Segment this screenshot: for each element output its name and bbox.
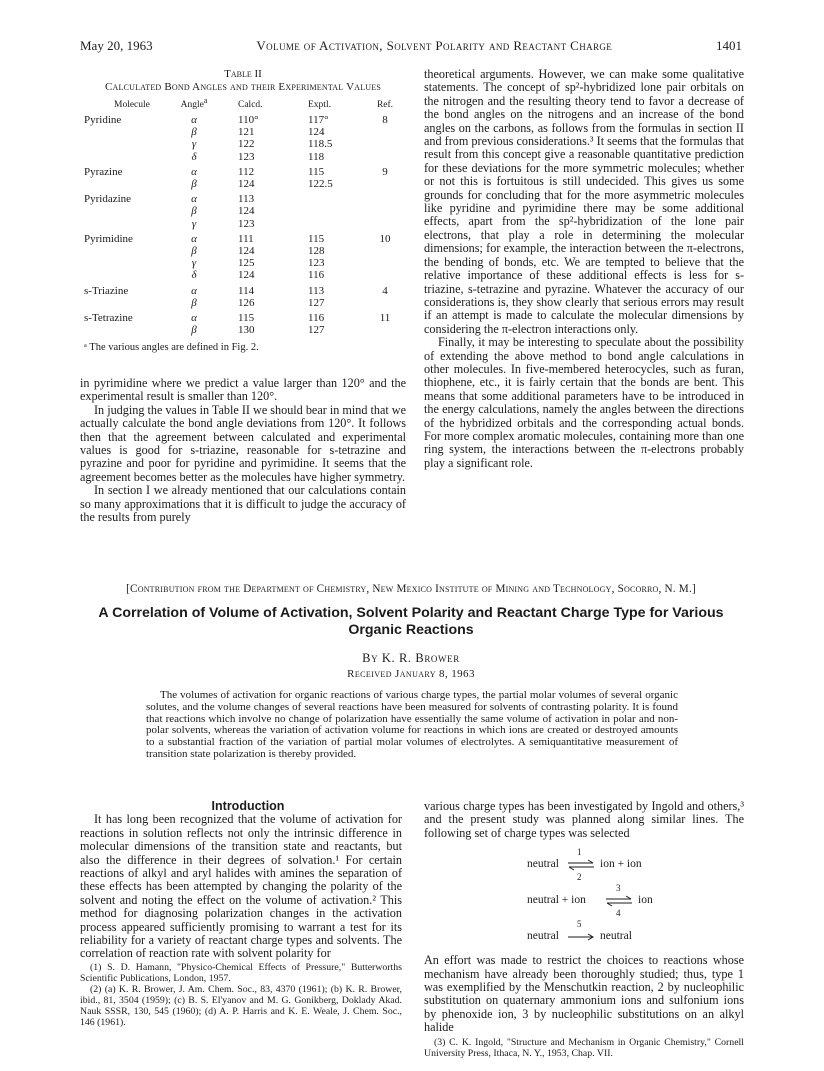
right-paragraph-2: Finally, it may be interesting to speculate about the possibility of extending the above method to bond angle calculations in other molecules. In five-membered heterocycles, such as furan, thiophene, etc., it is fairly certain that the bonds are bent. This means that some additional parameters have to be introduced in the energy calculations, namely the angles between the directions of the hybridized orbitals and the corresponding actual bonds. For more complex aromatic molecules, containing more than one ring system, the interactions between the π-electrons probably play a significant role. [424, 335, 744, 470]
cell-ref: 4 [382, 284, 388, 297]
left-paragraph-2: In judging the values in Table II we should bear in mind that we actually calculate the bond angle deviations from 120°. It follows then that the agreement between calculated and experimental values is good for s-triazine, reasonable for s-tetrazine and pyrazine and poor for pyridine and pyrimidine. It seems that the agreement becomes better as the molecules have higher symmetry. [80, 402, 407, 484]
equilibrium-arrow-icon [605, 895, 633, 907]
cell-ref [364, 297, 406, 309]
cell-calcd: 115 [238, 312, 255, 325]
cell-angle: β [191, 178, 197, 191]
cell-exptl: 127 [308, 324, 325, 337]
received-date: Received January 8, 1963 [347, 668, 475, 680]
cell-angle: α [191, 284, 197, 297]
cell-angle: δ [191, 150, 197, 163]
cell-calcd: 125 [238, 257, 255, 270]
charge-type-scheme [424, 844, 744, 948]
cell-angle: α [191, 232, 197, 245]
scheme-r1-top: 1 [577, 847, 582, 858]
cell-angle: β [191, 205, 197, 218]
cell-exptl: 116 [308, 269, 325, 282]
cell-exptl [294, 190, 364, 205]
cell-angle: β [191, 324, 197, 337]
table-subcaption: Calculated Bond Angles and their Experimental Values [104, 81, 382, 93]
cell-ref [364, 151, 406, 163]
scheme-r3-right: neutral [600, 930, 632, 943]
cell-calcd: 111 [238, 232, 254, 245]
cell-molecule [80, 324, 172, 336]
table-body [80, 114, 406, 336]
cell-molecule [80, 126, 172, 138]
left-column-text [80, 377, 406, 524]
cell-molecule: s-Tetrazine [84, 312, 133, 325]
right-column-text [424, 68, 744, 470]
cell-exptl: 115 [308, 232, 325, 245]
equilibrium-arrow-icon [567, 859, 595, 871]
cell-molecule [80, 138, 172, 150]
footnotes-left [80, 962, 402, 1028]
table-row [80, 205, 406, 217]
scheme-r2-right: ion [638, 894, 653, 907]
cell-ref [364, 257, 406, 269]
abstract: The volumes of activation for organic reactions of various charge types, the partial molar volumes of several organic solutes, and the volume changes of several reactions have been measured for solvents of contrasting polarity. It is found that reactions which involve no change of polarization have essentially the same volume of activation in polar and non-polar solvents, whereas the variation of activation volume for reactions in which ions are created or destroyed amounts to a substantial fraction of the variation of partial molar volumes of electrolytes. A semiquantitative measurement of transition state polarization is thereby provided. [146, 689, 678, 760]
cell-molecule [80, 269, 172, 281]
table-row [80, 324, 406, 336]
cell-ref [364, 269, 406, 281]
cell-molecule: Pyridine [84, 114, 122, 126]
col-header-exptl: Exptl. [308, 100, 331, 110]
scheme-r3-top: 5 [577, 919, 582, 930]
page-number: 1401 [715, 38, 742, 53]
scheme-r1-right: ion + ion [600, 858, 642, 871]
cell-exptl: 128 [308, 245, 325, 258]
cell-molecule: s-Triazine [84, 284, 129, 297]
cell-angle: γ [191, 257, 197, 270]
col-header-angle-label: Angle [180, 100, 204, 110]
cell-calcd: 124 [238, 269, 255, 282]
article-title: A Correlation of Volume of Activation, Solvent Polarity and Reactant Charge Type for Various Organic Reactions [98, 605, 724, 638]
scheme-r2-left: neutral + ion [527, 894, 586, 907]
scheme-r2-bottom: 4 [616, 908, 621, 919]
cell-exptl: 123 [308, 257, 325, 270]
cell-molecule [80, 205, 172, 217]
col-header-angle [172, 95, 216, 114]
table-row [80, 190, 406, 205]
scheme-r3-left: neutral [527, 930, 559, 943]
cell-exptl [294, 218, 364, 230]
cell-molecule [80, 257, 172, 269]
table-row [80, 178, 406, 190]
cell-exptl: 118 [308, 150, 325, 163]
table-row [80, 297, 406, 309]
cell-calcd: 112 [238, 165, 255, 178]
cell-exptl: 115 [308, 165, 325, 178]
cell-calcd: 124 [238, 205, 255, 218]
cell-exptl: 127 [308, 296, 325, 309]
scheme-r2-top: 3 [616, 883, 621, 894]
cell-exptl [294, 205, 364, 217]
col-header-angle-footnote-mark: a [203, 95, 208, 105]
cell-exptl: 124 [308, 126, 325, 139]
cell-calcd: 130 [238, 324, 255, 337]
cell-angle: δ [191, 269, 197, 282]
cell-exptl: 117° [308, 114, 329, 126]
cell-molecule [80, 245, 172, 257]
cell-exptl: 122.5 [308, 178, 333, 191]
left-paragraph-1: in pyrimidine where we predict a value larger than 120° and the experimental result is smaller than 120°. [80, 376, 406, 404]
cell-exptl: 116 [308, 312, 325, 325]
cell-calcd: 121 [238, 126, 255, 139]
cell-molecule: Pyrimidine [84, 232, 133, 245]
cell-molecule: Pyridazine [84, 193, 132, 206]
table-row [80, 309, 406, 324]
cell-ref: 11 [379, 312, 391, 325]
running-head [80, 38, 742, 54]
table-row [80, 151, 406, 163]
cell-angle: α [191, 193, 197, 206]
table-row [80, 245, 406, 257]
bond-angle-table [80, 95, 406, 337]
cell-ref [364, 190, 406, 205]
cell-calcd: 110° [238, 114, 259, 126]
table-caption: Table II [224, 68, 262, 80]
table-ii [80, 68, 406, 353]
cell-angle: γ [191, 138, 197, 151]
cell-angle: α [191, 312, 197, 325]
cell-calcd: 123 [238, 217, 255, 230]
cell-calcd: 113 [238, 193, 255, 206]
intro-heading: Introduction [211, 799, 285, 813]
cell-angle: β [191, 126, 197, 139]
col-header-ref: Ref. [376, 100, 394, 110]
footnote-3: (3) C. K. Ingold, "Structure and Mechanism in Organic Chemistry," Cornell University Press, Ithaca, N. Y., 1953, Chap. VII. [424, 1036, 744, 1059]
forward-arrow-icon [567, 932, 595, 942]
cell-calcd: 126 [238, 296, 255, 309]
cell-calcd: 122 [238, 138, 255, 151]
cell-ref: 10 [379, 232, 391, 245]
table-header-row [80, 100, 406, 114]
cell-ref [364, 138, 406, 150]
cell-exptl: 113 [308, 284, 325, 297]
table-row [80, 230, 406, 245]
cell-ref [364, 205, 406, 217]
intro-right-column [424, 800, 744, 1059]
header-title: Volume of Activation, Solvent Polarity and Reactant Charge [256, 38, 613, 53]
footnotes-right [424, 1037, 744, 1059]
left-paragraph-3: In section I we already mentioned that our calculations contain so many approximations that it is difficult to judge the accuracy of the results from purely [80, 483, 406, 525]
footnote-2: (2) (a) K. R. Brower, J. Am. Chem. Soc., 83, 4370 (1961); (b) K. R. Brower, ibid., 81, 3504 (1959); (c) B. S. El'yanov and M. G. Gonikberg, Doklady Akad. Nauk SSSR, 130, 545 (1960); (d) A. P. Harris and K. E. Weale, J. Chem. Soc., 146 (1961). [80, 983, 402, 1028]
table-row [80, 269, 406, 281]
intro-right-paragraph-2: An effort was made to restrict the choices to reactions whose mechanism have already been thoroughly studied; thus, type 1 was exemplified by the Menschutkin reaction, 2 by nucleophilic substitution on quaternary ammonium ions and sulfonium ions by phenoxide ion, 3 by nucleophilic substitutions on an alkyl halide [424, 953, 744, 1035]
table-row [80, 126, 406, 138]
cell-ref: 9 [382, 165, 388, 178]
cell-molecule [80, 297, 172, 309]
table-row [80, 218, 406, 230]
intro-paragraph-1: It has long been recognized that the volume of activation for reactions in solution reflects not only the intrinsic difference in molecular dimensions of the transition state and reactants, but also the difference in their degrees of solvation.¹ For certain reactions of alkyl and aryl halides with amines the separation of these effects has been attempted by changing the polarity of the solvent and noting the effect on the volume of activation.² This method for diagnosing polarization changes in the activation process appeared sufficiently promising to warrant a test for its reliability for a variety of reactant charge types and solvents. The correlation of reaction rate with solvent polarity for [80, 812, 402, 961]
table-row [80, 114, 406, 126]
cell-ref [364, 218, 406, 230]
col-header-calcd: Calcd. [238, 100, 263, 110]
cell-molecule [80, 218, 172, 230]
intro-left-column [80, 800, 402, 1028]
cell-ref [364, 126, 406, 138]
right-paragraph-1: theoretical arguments. However, we can make some qualitative statements. The concept of sp²-hybridized lone pair orbitals on the nitrogen and the resulting theory tend to favor a decrease of the bond angles on the nitrogens and an increase of the bond angles on the carbons, as follows from the formulas in section II and from previous considerations.³ It seems that the formulas that result from this concept give a reasonable quantitative prediction for these deviations for the more symmetric molecules; whether or not this is fortuitous is still undecided. This gives us some grounds for concluding that for the more asymmetric molecules like pyridine and pyrimidine there may be some additional effects, apart from the sp²-hybridization of the lone pair electrons, that play a role in determining the molecular dimensions; for example, the interaction between the π-electrons, the bending of bonds, etc. We are tempted to believe that the relative importance of these additional effects is less for s-triazine, s-tetrazine and pyrazine. Whatever the accuracy of our considerations is, they show clearly that serious errors may result if an attempt is made to calculate the molecular dimensions by considering the π-electron interactions only. [424, 67, 744, 336]
table-row [80, 138, 406, 150]
cell-calcd: 123 [238, 150, 255, 163]
contribution-note: [Contribution from the Department of Chemistry, New Mexico Institute of Mining and Technology, Socorro, N. M.] [126, 583, 696, 595]
cell-angle: γ [191, 217, 197, 230]
byline: By K. R. Brower [362, 651, 460, 665]
cell-angle: α [191, 165, 197, 178]
cell-angle: α [191, 114, 197, 126]
cell-angle: β [191, 245, 197, 258]
table-footnote: ᵃ The various angles are defined in Fig. 2. [84, 342, 259, 354]
table-row [80, 282, 406, 297]
table-row [80, 257, 406, 269]
intro-right-paragraph-1: various charge types has been investigated by Ingold and others,³ and the present study was planned along similar lines. The following set of charge types was selected [424, 799, 744, 840]
col-header-molecule: Molecule [114, 100, 150, 110]
cell-calcd: 114 [238, 284, 255, 297]
cell-ref [364, 324, 406, 336]
cell-calcd: 124 [238, 178, 255, 191]
cell-exptl: 118.5 [308, 138, 333, 151]
cell-molecule: Pyrazine [84, 165, 123, 178]
cell-molecule [80, 178, 172, 190]
cell-ref [364, 245, 406, 257]
header-date: May 20, 1963 [80, 38, 153, 53]
cell-molecule [80, 151, 172, 163]
footnote-1: (1) S. D. Hamann, "Physico-Chemical Effects of Pressure," Butterworths Scientific Publications, London, 1957. [80, 961, 402, 984]
cell-ref [364, 178, 406, 190]
cell-angle: β [191, 296, 197, 309]
scheme-r1-left: neutral [527, 858, 559, 871]
cell-ref: 8 [382, 114, 388, 126]
table-row [80, 163, 406, 178]
scheme-r1-bottom: 2 [577, 872, 582, 883]
cell-calcd: 124 [238, 245, 255, 258]
